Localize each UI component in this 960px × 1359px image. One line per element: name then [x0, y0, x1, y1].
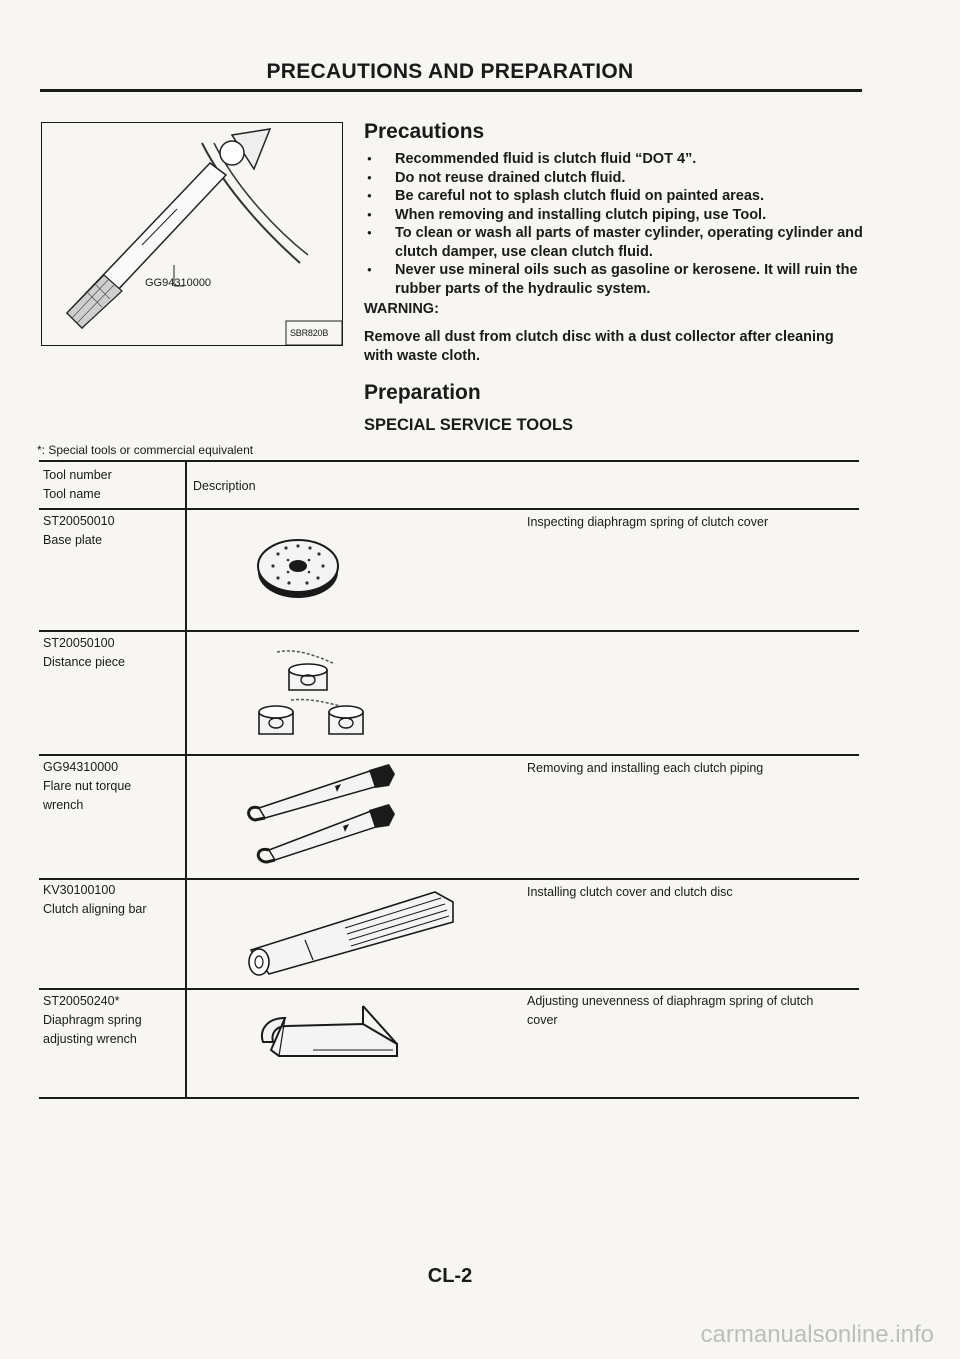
tool-description: Installing clutch cover and clutch disc	[527, 885, 733, 899]
precaution-item: ● To clean or wash all parts of master cylinder, operating cylinder and clutch damper, use clean clutch fluid.	[364, 224, 864, 261]
title-rule	[40, 89, 862, 92]
torque-wrench-figure	[41, 122, 343, 346]
precaution-item: ● Never use mineral oils such as gasoline or kerosene. It will ruin the rubber parts of the hydraulic system.	[364, 261, 864, 298]
row-rule	[39, 754, 859, 756]
figure-callout: GG94310000	[145, 277, 212, 289]
tool-number: ST20050240*	[43, 994, 120, 1008]
tool-name: Flare nut torque wrench	[43, 779, 132, 812]
tool-number: KV30100100	[43, 883, 116, 897]
tool-number: GG94310000	[43, 760, 119, 774]
precautions-heading: Precautions	[364, 120, 485, 143]
figure-code: SBR820B	[290, 328, 329, 338]
row-rule	[39, 878, 859, 880]
tool-description: Adjusting unevenness of diaphragm spring of clutch cover	[527, 994, 814, 1027]
aligning-bar-icon	[235, 888, 465, 978]
header-tool-number: Tool number	[43, 468, 112, 482]
page-number: CL-2	[427, 1265, 473, 1287]
warning-text: Remove all dust from clutch disc with a dust collector after cleaning with waste cloth.	[364, 329, 834, 364]
tool-name: Base plate	[43, 533, 103, 547]
tool-description: Inspecting diaphragm spring of clutch cover	[527, 515, 769, 529]
special-service-tools-table	[39, 460, 859, 1100]
header-tool-name: Tool name	[43, 487, 101, 501]
precaution-item: ● Do not reuse drained clutch fluid.	[364, 169, 864, 188]
row-rule	[39, 988, 859, 990]
header-description: Description	[193, 479, 256, 493]
torque-wrench-icon	[239, 760, 409, 870]
distance-piece-icon	[247, 642, 377, 752]
tool-number: ST20050100	[43, 636, 115, 650]
watermark: carmanualsonline.info	[700, 1321, 934, 1348]
precaution-item: ● When removing and installing clutch piping, use Tool.	[364, 206, 864, 225]
warning-label: WARNING:	[364, 301, 439, 317]
table-top-rule	[39, 460, 859, 462]
special-service-tools-heading: SPECIAL SERVICE TOOLS	[364, 416, 574, 434]
table-bottom-rule	[39, 1097, 859, 1099]
adjusting-wrench-icon	[253, 1000, 403, 1060]
base-plate-icon	[253, 524, 343, 604]
torque-wrench-illustration-icon	[42, 123, 342, 345]
footnote: *: Special tools or commercial equivalent	[37, 443, 254, 457]
tool-name: Distance piece	[43, 655, 125, 669]
tool-name: Clutch aligning bar	[43, 902, 147, 916]
tool-description: Removing and installing each clutch piping	[527, 761, 764, 775]
tool-name: Diaphragm spring adjusting wrench	[43, 1013, 142, 1046]
header-rule	[39, 508, 859, 510]
precautions-list	[364, 150, 864, 298]
preparation-heading: Preparation	[364, 381, 481, 404]
table-column-divider	[185, 460, 187, 1098]
row-rule	[39, 630, 859, 632]
tool-number: ST20050010	[43, 514, 115, 528]
precaution-item: ● Recommended fluid is clutch fluid “DOT 4”.	[364, 150, 864, 169]
page-title: PRECAUTIONS AND PREPARATION	[266, 60, 634, 83]
precaution-item: ● Be careful not to splash clutch fluid on painted areas.	[364, 187, 864, 206]
